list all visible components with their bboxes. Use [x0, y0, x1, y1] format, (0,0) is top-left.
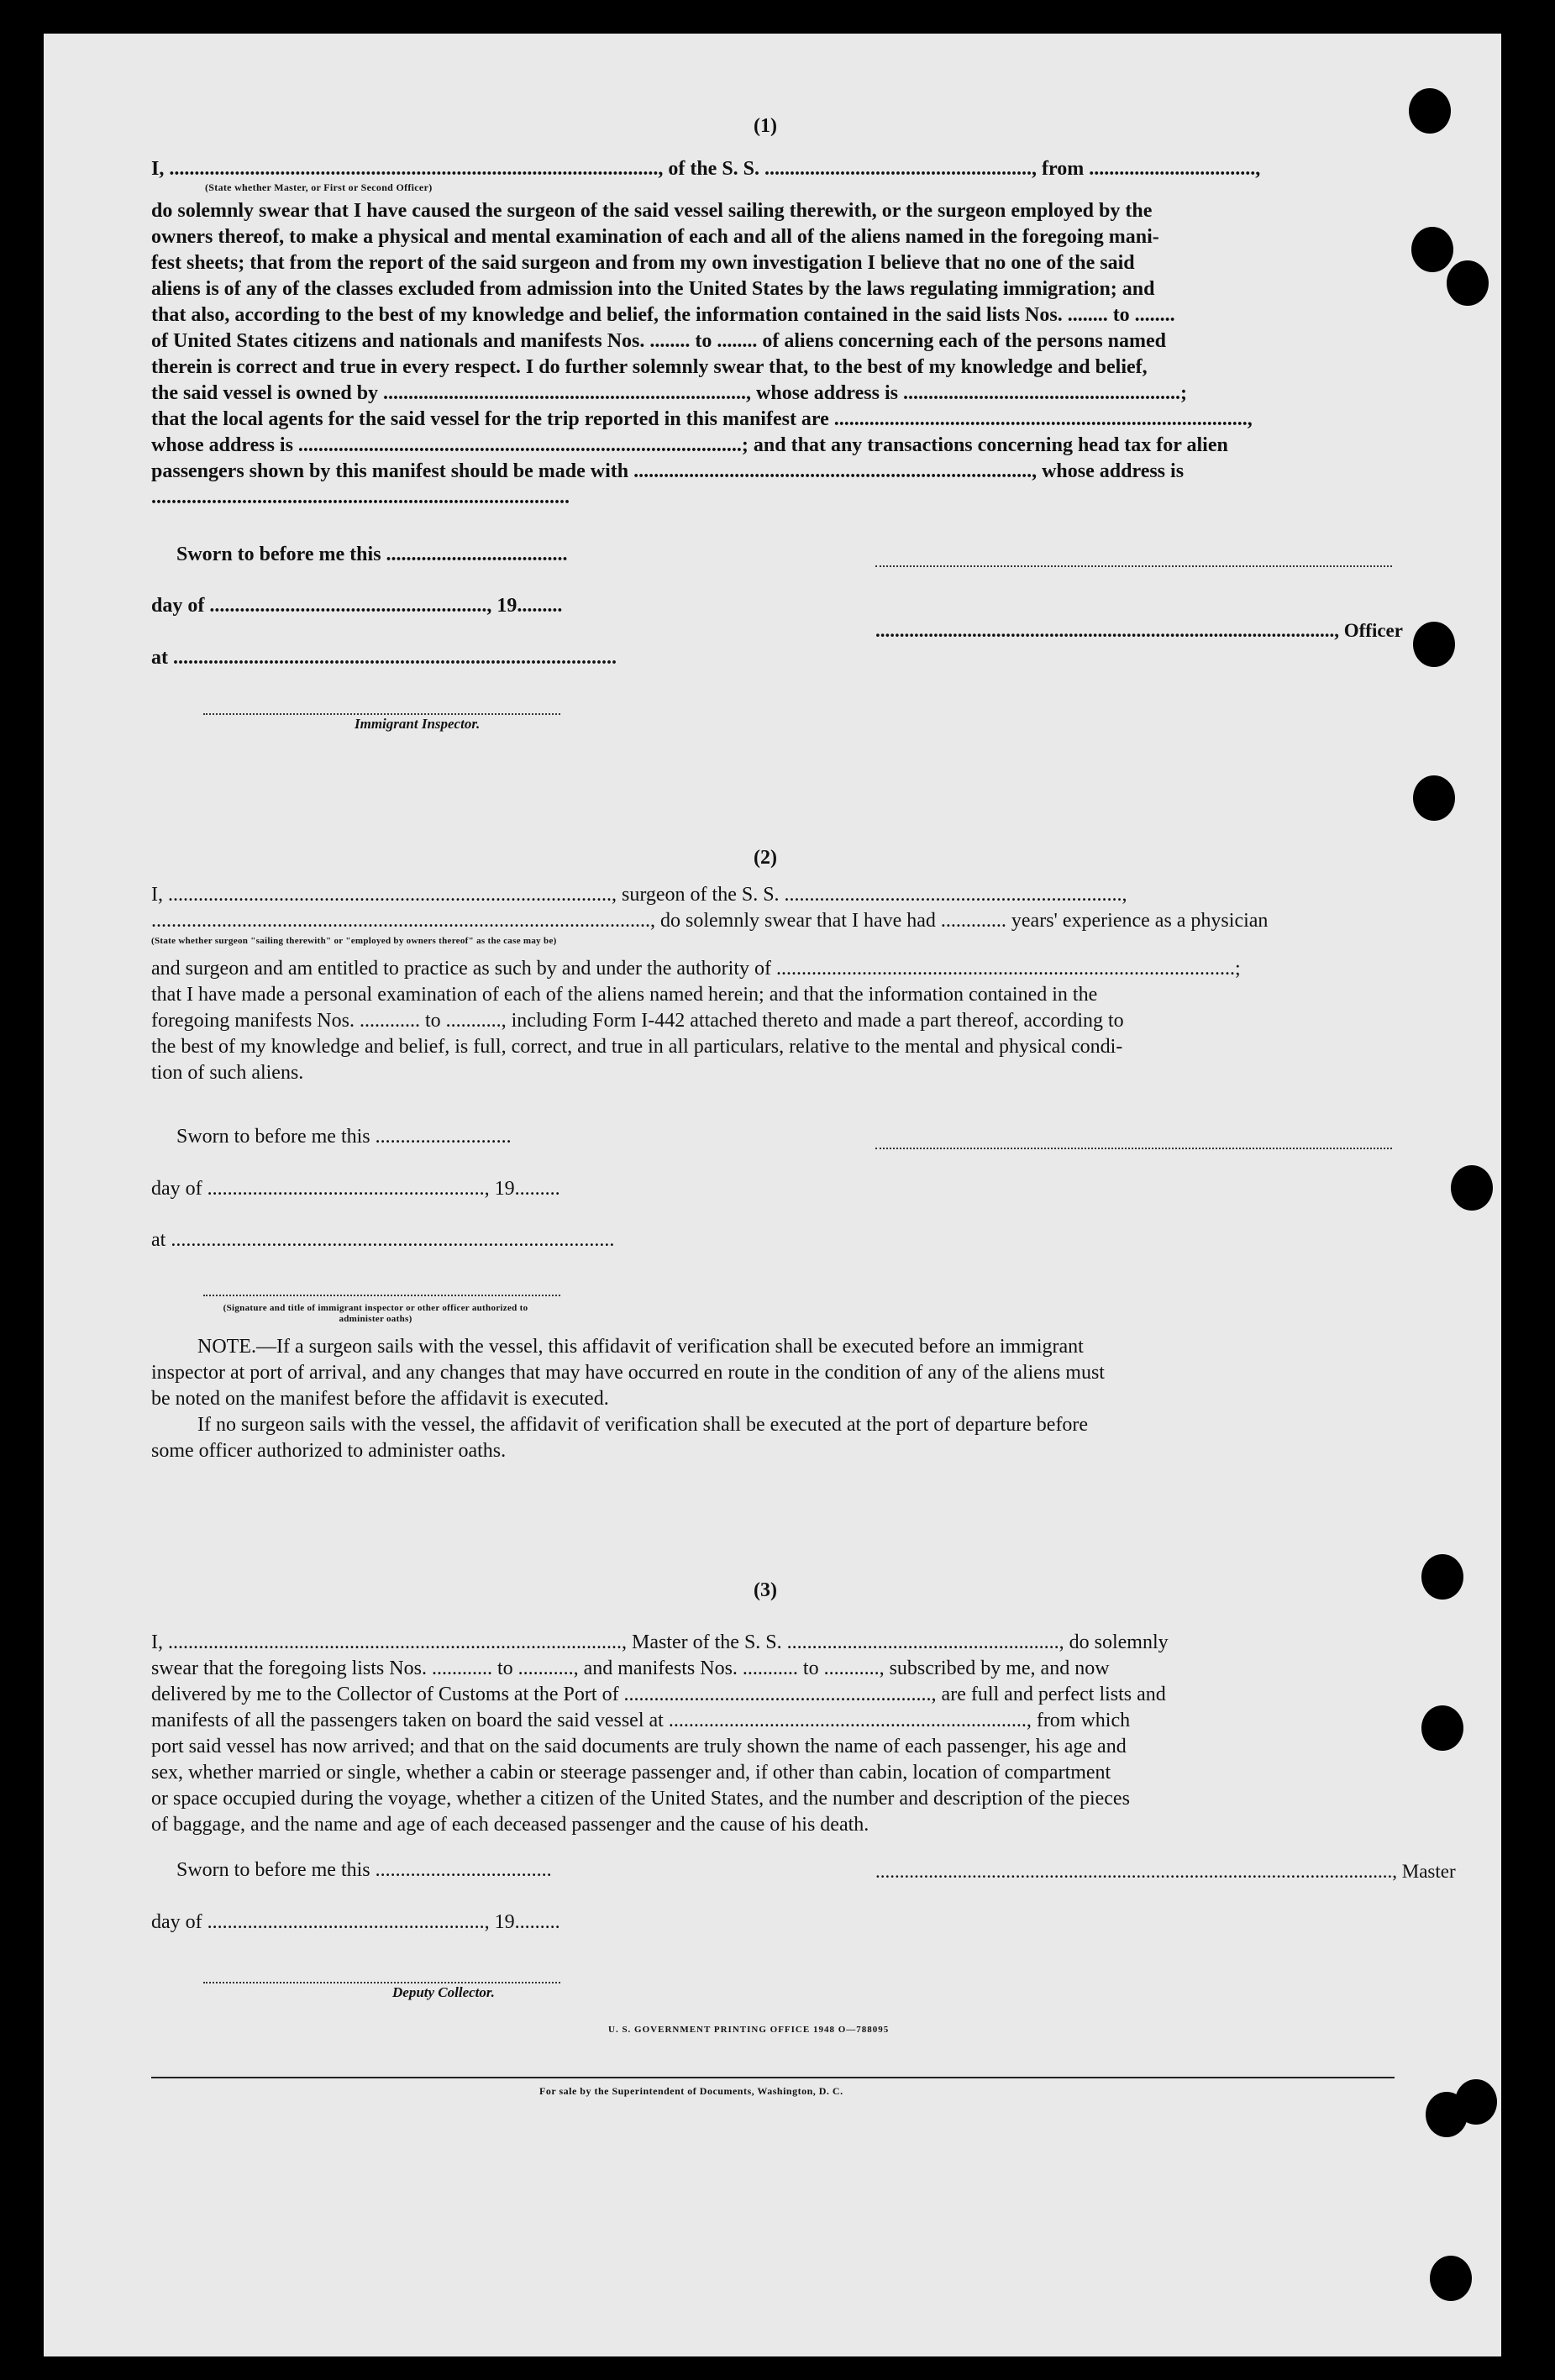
note-line: NOTE.—If a surgeon sails with the vessel, this affidavit of verification shall be executed before an immigrant [197, 1336, 1084, 1358]
section3-body-line: sex, whether married or single, whether a cabin or steerage passenger and, if other than cabin, location of compartment [151, 1762, 1111, 1784]
section1-line1: I, ................................................................................................., of the S. S. ....................................................., from ................................., [151, 158, 1261, 180]
section1-body-line: aliens is of any of the classes excluded from admission into the United States by the laws regulating immigration; and [151, 278, 1155, 300]
section1-body-line: do solemnly swear that I have caused the surgeon of the said vessel sailing therewith, or the surgeon employed by the [151, 200, 1153, 222]
section1-body [151, 198, 1393, 511]
section2-body-line: the best of my knowledge and belief, is full, correct, and true in all particulars, relative to the mental and physical condi- [151, 1036, 1123, 1058]
punch-hole [1447, 260, 1489, 306]
section3-body-line: or space occupied during the voyage, whether a citizen of the United States, and the number and description of the pieces [151, 1788, 1130, 1810]
section2-at: at ........................................................................................ [151, 1229, 615, 1251]
section1-body-line: fest sheets; that from the report of the said surgeon and from my own investigation I believe that no one of the said [151, 252, 1135, 274]
footer-rule [151, 2077, 1395, 2078]
section2-body-line: that I have made a personal examination of each of the aliens named herein; and that the information contained in the [151, 984, 1098, 1006]
section1-inspector-caption: Immigrant Inspector. [355, 716, 481, 732]
section2-day: day of ......................................................., 19......... [151, 1178, 560, 1200]
printing-office-imprint: U. S. GOVERNMENT PRINTING OFFICE 1948 O—788095 [608, 2025, 890, 2035]
section1-inspector-line [203, 712, 560, 715]
punch-hole [1421, 1705, 1463, 1751]
punch-hole [1411, 227, 1453, 272]
section2-signature-line [875, 1147, 1392, 1149]
section1-signature-line [875, 565, 1392, 567]
section1-body-line: that the local agents for the said vessel for the trip reported in this manifest are .................................................................................., [151, 408, 1253, 430]
section1-at: at ........................................................................................ [151, 647, 617, 669]
section2-note-block [151, 1334, 1393, 1464]
section2-line1: I, ........................................................................................, surgeon of the S. S. ..................................................................., [151, 884, 1127, 906]
section2-body-line: foregoing manifests Nos. ............ to ..........., including Form I-442 attached thereto and made a part thereof, according to [151, 1010, 1124, 1032]
section2-inspector-line [203, 1294, 560, 1296]
section2-body [151, 956, 1393, 1086]
section3-collector-caption: Deputy Collector. [392, 1984, 495, 2000]
section1-body-line: the said vessel is owned by ........................................................................, whose address is .......................................................; [151, 382, 1187, 404]
section3-body-line: swear that the foregoing lists Nos. ............ to ..........., and manifests Nos. ........... to ..........., subscribed by me, and now [151, 1658, 1110, 1679]
section3-sworn: Sworn to before me this ................................... [176, 1859, 552, 1881]
section2-block [151, 882, 1393, 1084]
form-page [44, 34, 1501, 2356]
section1-number: (1) [754, 115, 777, 137]
section1-body-line: of United States citizens and nationals and manifests Nos. ........ to ........ of aliens concerning each of the persons named [151, 330, 1167, 352]
note-line: inspector at port of arrival, and any changes that may have occurred en route in the condition of any of the aliens must [151, 1362, 1105, 1384]
punch-hole [1413, 775, 1455, 821]
section1-block [151, 156, 1393, 508]
section3-block [151, 1630, 1393, 1838]
section2-body-line: tion of such aliens. [151, 1062, 304, 1084]
section1-day: day of ......................................................., 19......... [151, 595, 563, 617]
section3-master-line: ..........................................................................................................., Master [875, 1861, 1456, 1882]
punch-hole [1451, 1165, 1493, 1211]
section3-collector-line [203, 1981, 560, 1983]
section2-line2: ..................................................................................................., do solemnly swear that I have had ............. years' experience as a physician [151, 910, 1269, 932]
punch-hole [1413, 622, 1455, 667]
note-line: If no surgeon sails with the vessel, the affidavit of verification shall be executed at the port of departure before [197, 1414, 1089, 1436]
section3-body-line: manifests of all the passengers taken on board the said vessel at ......................................................................., from which [151, 1710, 1131, 1731]
section3-body-line: of baggage, and the name and age of each deceased passenger and the cause of his death. [151, 1814, 869, 1836]
punch-hole [1409, 88, 1451, 134]
section2-sig-caption: (Signature and title of immigrant inspector or other officer authorized to administer oaths) [223, 1303, 528, 1324]
section1-body-line: whose address is ........................................................................................; and that any transactions concerning head tax for alien [151, 434, 1228, 456]
note-line: be noted on the manifest before the affidavit is executed. [151, 1388, 609, 1410]
section1-body-line: ................................................................................... [151, 486, 570, 508]
section3-body-line: port said vessel has now arrived; and that on the said documents are truly shown the name of each passenger, his age and [151, 1736, 1127, 1757]
punch-hole [1430, 2256, 1472, 2301]
section1-body-line: passengers shown by this manifest should be made with ..............................................................................., whose address is [151, 460, 1185, 482]
punch-hole [1421, 1554, 1463, 1600]
section1-body-line: that also, according to the best of my knowledge and belief, the information contained in the said lists Nos. ........ to ........ [151, 304, 1175, 326]
punch-hole [1455, 2079, 1497, 2125]
section2-number: (2) [754, 847, 777, 869]
section1-note: (State whether Master, or First or Second Officer) [205, 181, 433, 193]
section2-body-line: and surgeon and am entitled to practice as such by and under the authority of ...........................................................................................; [151, 958, 1241, 980]
section1-body-line: therein is correct and true in every respect. I do further solemnly swear that, to the best of my knowledge and belief, [151, 356, 1148, 378]
section2-sworn: Sworn to before me this ........................... [176, 1126, 512, 1148]
section3-day: day of ......................................................., 19......... [151, 1911, 560, 1933]
section3-body-line: delivered by me to the Collector of Customs at the Port of ............................................................., are full and perfect lists and [151, 1684, 1166, 1705]
sale-notice: For sale by the Superintendent of Documents, Washington, D. C. [539, 2085, 843, 2097]
section3-body-line: I, .........................................................................................., Master of the S. S. ......................................................, do solemnly [151, 1631, 1169, 1653]
section2-note: (State whether surgeon "sailing therewith" or "employed by owners thereof" as the case may be) [151, 936, 557, 946]
section3-number: (3) [754, 1579, 777, 1601]
section1-body-line: owners thereof, to make a physical and mental examination of each and all of the aliens named in the foregoing mani- [151, 226, 1159, 248]
section1-sworn: Sworn to before me this .................................... [176, 544, 568, 565]
note-line: some officer authorized to administer oaths. [151, 1440, 507, 1462]
section1-officer-line: ..............................................................................................., Officer [875, 620, 1403, 641]
